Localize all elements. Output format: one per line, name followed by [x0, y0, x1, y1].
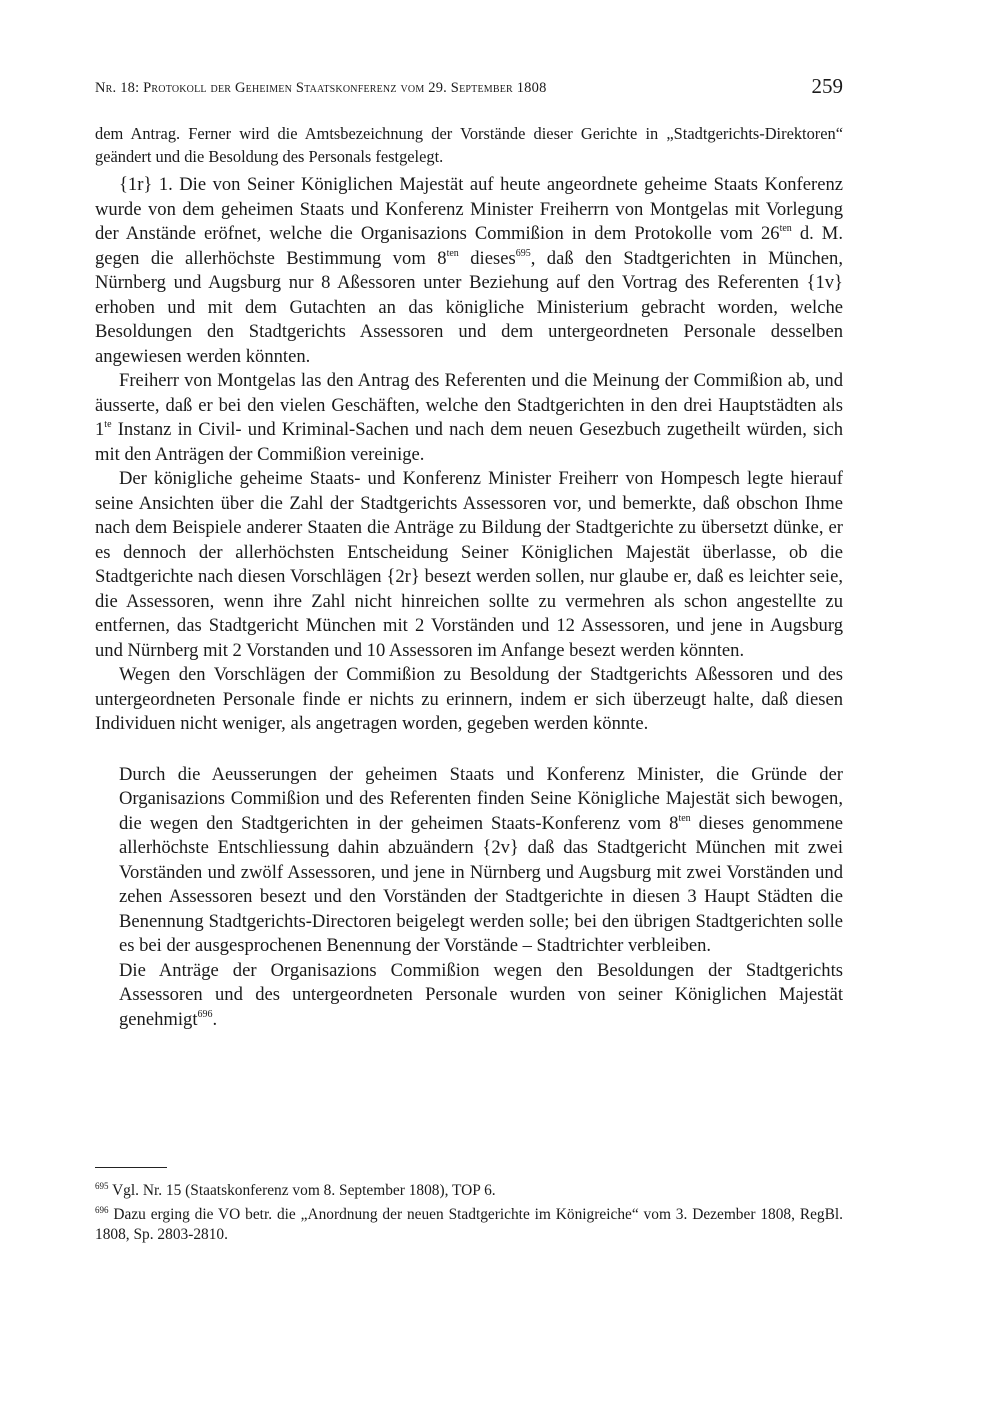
superscript: te: [104, 419, 112, 430]
resolution-paragraph-2: Die Anträge der Organisazions Commißion wegen den Besoldungen der Stadtgerichts Assessoren und des untergeordneten Personale wurden von seiner Königlichen Majestät genehmigt$^{696}$.: [119, 959, 843, 1030]
superscript: ten: [779, 223, 792, 234]
footnotes: [95, 1181, 843, 1249]
superscript: ten: [446, 247, 459, 259]
resolution-block: [95, 763, 843, 1033]
resolution-paragraph-1: Durch die Aeusserungen der geheimen Staats und Konferenz Minister, die Gründe der Organisazions Commißion und des Referenten finden Seine Königliche Majestät sich bewogen, die wegen den Stadtgerichten in der geheimen Staats-Konferenz vom $8^{ten}$ dieses genommene allerhöchste Entschliessung dahin abzuändern {2v} daß das Stadtgericht München mit zwei Vorständen und zwölf Assessoren, und jene in Nürnberg und Augsburg mit zwei Vorständen und zehen Assessoren besezt und den Vorständen der Stadtgerichte in diesen 3 Haupt Städten die Benennung Stadtgerichts-Directoren beigelegt werden solle; bei den übrigen Stadtgerichten solle es bei der ausgesprochenen Benennung der Vorstände – Stadtrichter verbleiben.: [119, 763, 843, 956]
footnote-696: $^{696}$ Dazu erging die VO betr. die „Anordnung der neuen Stadtgerichte im Königreiche“ vom 3. Dezember 1808, RegBl. 1808, Sp. 2803-2810.: [95, 1205, 843, 1243]
page-header: [95, 74, 843, 100]
footnote-separator: [95, 1167, 167, 1168]
footnote-ref-696[interactable]: 696: [197, 1008, 213, 1020]
footnote-ref-695[interactable]: 695: [515, 247, 531, 259]
running-head: Nr. 18: Protokoll der Geheimen Staatskonferenz vom 29. September 1808: [95, 80, 547, 96]
footnote-695: $^{695}$ Vgl. Nr. 15 (Staatskonferenz vom 8. September 1808), TOP 6.: [95, 1181, 496, 1199]
page-number: 259: [811, 74, 843, 98]
paragraph-2: Freiherr von Montgelas las den Antrag des Referenten und die Meinung der Commißion ab, und äusserte, daß er bei den vielen Geschäften, welche den Stadtgerichten in den drei Hauptstädten als $1^{te}$ Instanz in Civil- und Kriminal-Sachen und nach dem neuen Gesezbuch zugetheilt würden, sich mit den Anträgen der Commißion vereinige.: [95, 370, 843, 465]
paragraph-1: {1r} 1. Die von Seiner Königlichen Majestät auf heute angeordnete geheime Staats Konferenz wurde von dem geheimen Staats und Konferenz Minister Freiherrn von Montgelas mit Vorlegung der Anstände eröfnet, welche die Organisazions Commißion in dem Protokolle vom $26^{ten}$ d. M. gegen die allerhöchste Bestimmung vom $8^{ten}$ dieses$^{695}$, daß den Stadtgerichten in München, Nürnberg und Augsburg nur 8 Aßessoren unter Beziehung auf den Vortrag des Referenten {1v} erhoben und mit dem Gutachten an das königliche Ministerium gebracht worden, welche Besoldungen den Stadtgerichts Assessoren und dem untergeordneten Personale desselben angewiesen werden könnten.: [95, 174, 843, 367]
main-text: [95, 122, 843, 1032]
superscript: ten: [678, 812, 691, 824]
summary-intro: dem Antrag. Ferner wird die Amtsbezeichnung der Vorstände dieser Gerichte in „Stadtgerichts-Direktoren“ geändert und die Besoldung des Personals festgelegt.: [95, 124, 843, 166]
paragraph-4: Wegen den Vorschlägen der Commißion zu Besoldung der Stadtgerichts Aßessoren und des untergeordneten Personale finde er nichts zu erinnern, indem er sich überzeugt halte, daß diesen Individuen nicht weniger, als angetragen worden, gegeben werden könnte.: [95, 664, 843, 734]
paragraph-3: Der königliche geheime Staats- und Konferenz Minister Freiherr von Hompesch legte hierauf seine Ansichten über die Zahl der Stadtgerichts Assessoren vor, und bemerkte, daß obschon Ihme nach dem Beispiele anderer Staaten die Anträge zu Bildung der Stadtgerichte zu übersetzt dünke, er es dennoch der allerhöchsten Entscheidung Seiner Königlichen Majestät überlasse, ob die Stadtgerichte nach diesen Vorschlägen {2r} besezt werden sollen, nur glaube er, daß es leichter seie, die Assessoren, wenn ihre Zahl nicht hinreichen sollte zu vermehren als schon angestellte zu entfernen, das Stadtgericht München mit 2 Vorständen und 12 Assessoren, und jene in Augsburg und Nürnberg mit 2 Vorstanden und 10 Assessoren im Anfange besezt werden könnten.: [95, 468, 843, 661]
